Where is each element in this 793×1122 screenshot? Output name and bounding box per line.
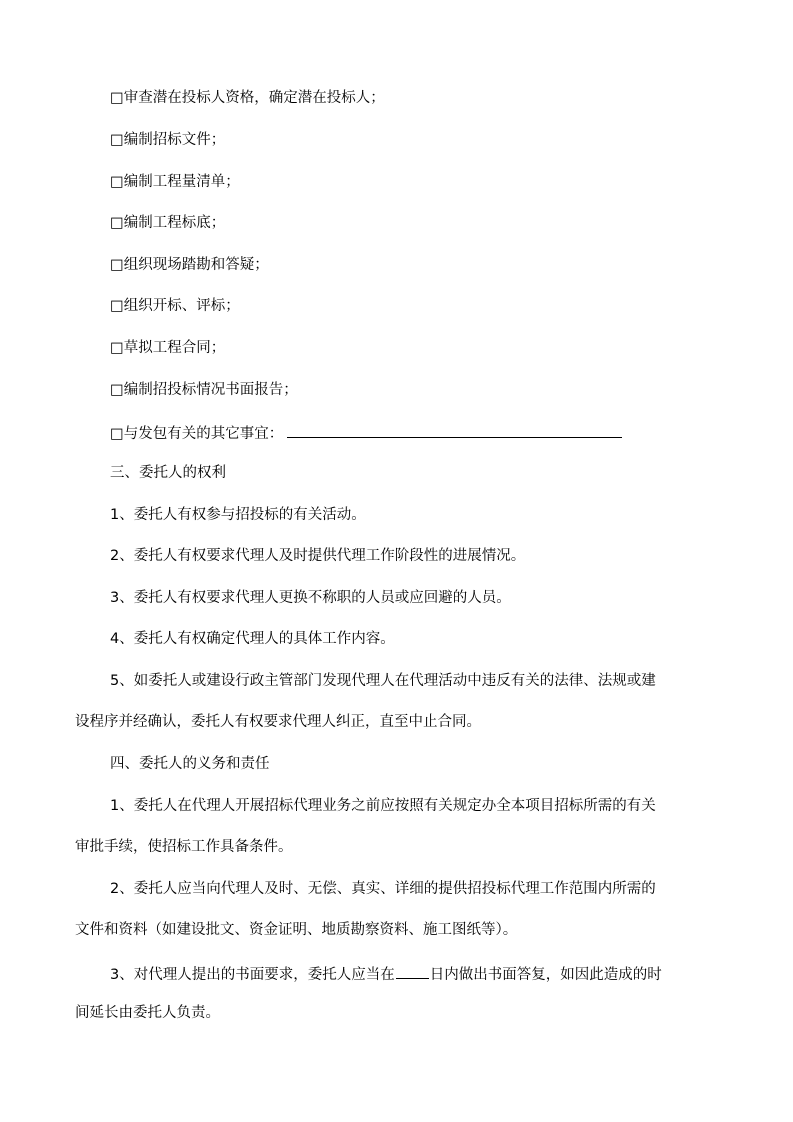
days-blank[interactable] [396,962,429,979]
clause: 1、委托人有权参与招投标的有关活动。 [110,507,366,523]
checklist-item: □组织现场踏勘和答疑； [110,257,269,273]
clause-line: 文件和资料（如建设批文、资金证明、地质勘察资料、施工图纸等）。 [75,922,518,938]
checklist-item: □草拟工程合同； [110,340,226,356]
clause-line: 5、如委托人或建设行政主管部门发现代理人在代理活动中违反有关的法律、法规或建 [110,673,656,689]
section-heading: 三、委托人的权利 [110,465,226,481]
checklist-item: □编制工程标底； [110,215,226,231]
clause-line: 1、委托人在代理人开展招标代理业务之前应按照有关规定办全本项目招标所需的有关 [110,798,656,814]
clause: 2、委托人有权要求代理人及时提供代理工作阶段性的进展情况。 [110,548,526,564]
fill-in-blank[interactable] [287,421,622,438]
clause-text: 日内做出书面答复，如因此造成的时 [429,967,662,983]
clause: 3、委托人有权要求代理人更换不称职的人员或应回避的人员。 [110,590,511,606]
checklist-item: □编制招投标情况书面报告； [110,382,298,398]
clause: 4、委托人有权确定代理人的具体工作内容。 [110,631,395,647]
clause-line: 2、委托人应当向代理人及时、无偿、真实、详细的提供招投标代理工作范围内所需的 [110,881,656,897]
clause-line: 间延长由委托人负责。 [75,1005,220,1021]
checklist-item: □编制工程量清单； [110,174,240,190]
checklist-item-label: □与发包有关的其它事宜： [110,426,284,442]
clause-line: 审批手续，使招标工作具备条件。 [75,839,293,855]
checklist-item: □编制招标文件； [110,132,226,148]
section-heading: 四、委托人的义务和责任 [110,756,270,772]
checklist-item: □审查潜在投标人资格，确定潜在投标人； [110,90,385,106]
clause-text: 3、对代理人提出的书面要求，委托人应当在 [110,967,395,983]
checklist-item: □组织开标、评标； [110,298,240,314]
checklist-item-other [110,421,622,444]
clause-line [110,962,662,985]
clause-line: 设程序并经确认，委托人有权要求代理人纠正，直至中止合同。 [75,714,481,730]
